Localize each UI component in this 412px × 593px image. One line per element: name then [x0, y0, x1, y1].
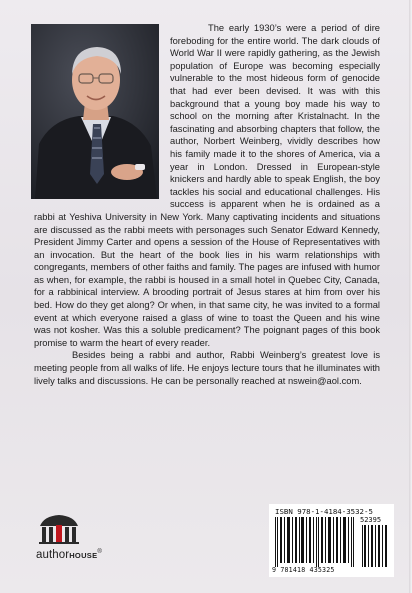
publisher-mark: ® [97, 549, 102, 555]
author-bio-paragraph: Besides being a rabbi and author, Rabbi Weinberg’s greatest love is meeting people from all walks of life. He enjoys lecture tours that he illuminates with lively talks and discussions. He can be personally reached at nswein@aol.com. [34, 350, 380, 386]
barcode-digits: 9 781418 435325 [272, 566, 335, 574]
barcode-bars [273, 517, 391, 567]
photo-spacer [34, 22, 170, 205]
publisher-name-part1: author [36, 549, 70, 561]
publisher-logo [36, 512, 126, 572]
house-icon [36, 512, 82, 546]
publisher-name [36, 549, 146, 561]
barcode-addon-digits: 52395 [360, 516, 382, 524]
publisher-name-part2: HOUSE [69, 551, 98, 560]
book-description [34, 22, 380, 387]
isbn-barcode [269, 504, 394, 577]
isbn-text: ISBN 978-1-4184-3532-5 [275, 507, 373, 516]
description-paragraph: The early 1930’s were a period of dire foreboding for the entire world. The dark clouds of World War II were rapidly gathering, as the Jewish population of Europe was becoming especially vulnerable to the most hideous form of genocide that had ever been devised. It was with this background that a young boy made his way to school on the morning after Kristalnacht. In the fascinating and absorbing chapters that follow, the author, Norbert Weinberg, vividly describes how his family made it to the shores of America, via a year in London. Dressed in European-style knickers and hardly able to speak English, the boy tackles his social and educational challenges. His success is apparent when he is ordained as a rabbi at Yeshiva University in New York. Many captivating incidents and situations are discussed as the rabbi meets with personages such Senator Edward Kennedy, President Jimmy Carter and opens a session of the House of Representatives with an invocation. But the heart of the book lies in his warm relationships with congregants, members of other faiths and family. The pages are infused with humor as when, for example, the rabbi is housed in a small hotel in Quebec City, Canada, for a rabbinical interview. A brooding portrait of Jesus stares at him from over his bed. How do they get along? Or when, in that same city, he was invited to a formal event at which everyone raised a glass of wine to toast the Queen and his wine was not kosher. Was this a soluble predicament? The poignant pages of this book promise to warm the heart of every reader. [34, 23, 380, 348]
